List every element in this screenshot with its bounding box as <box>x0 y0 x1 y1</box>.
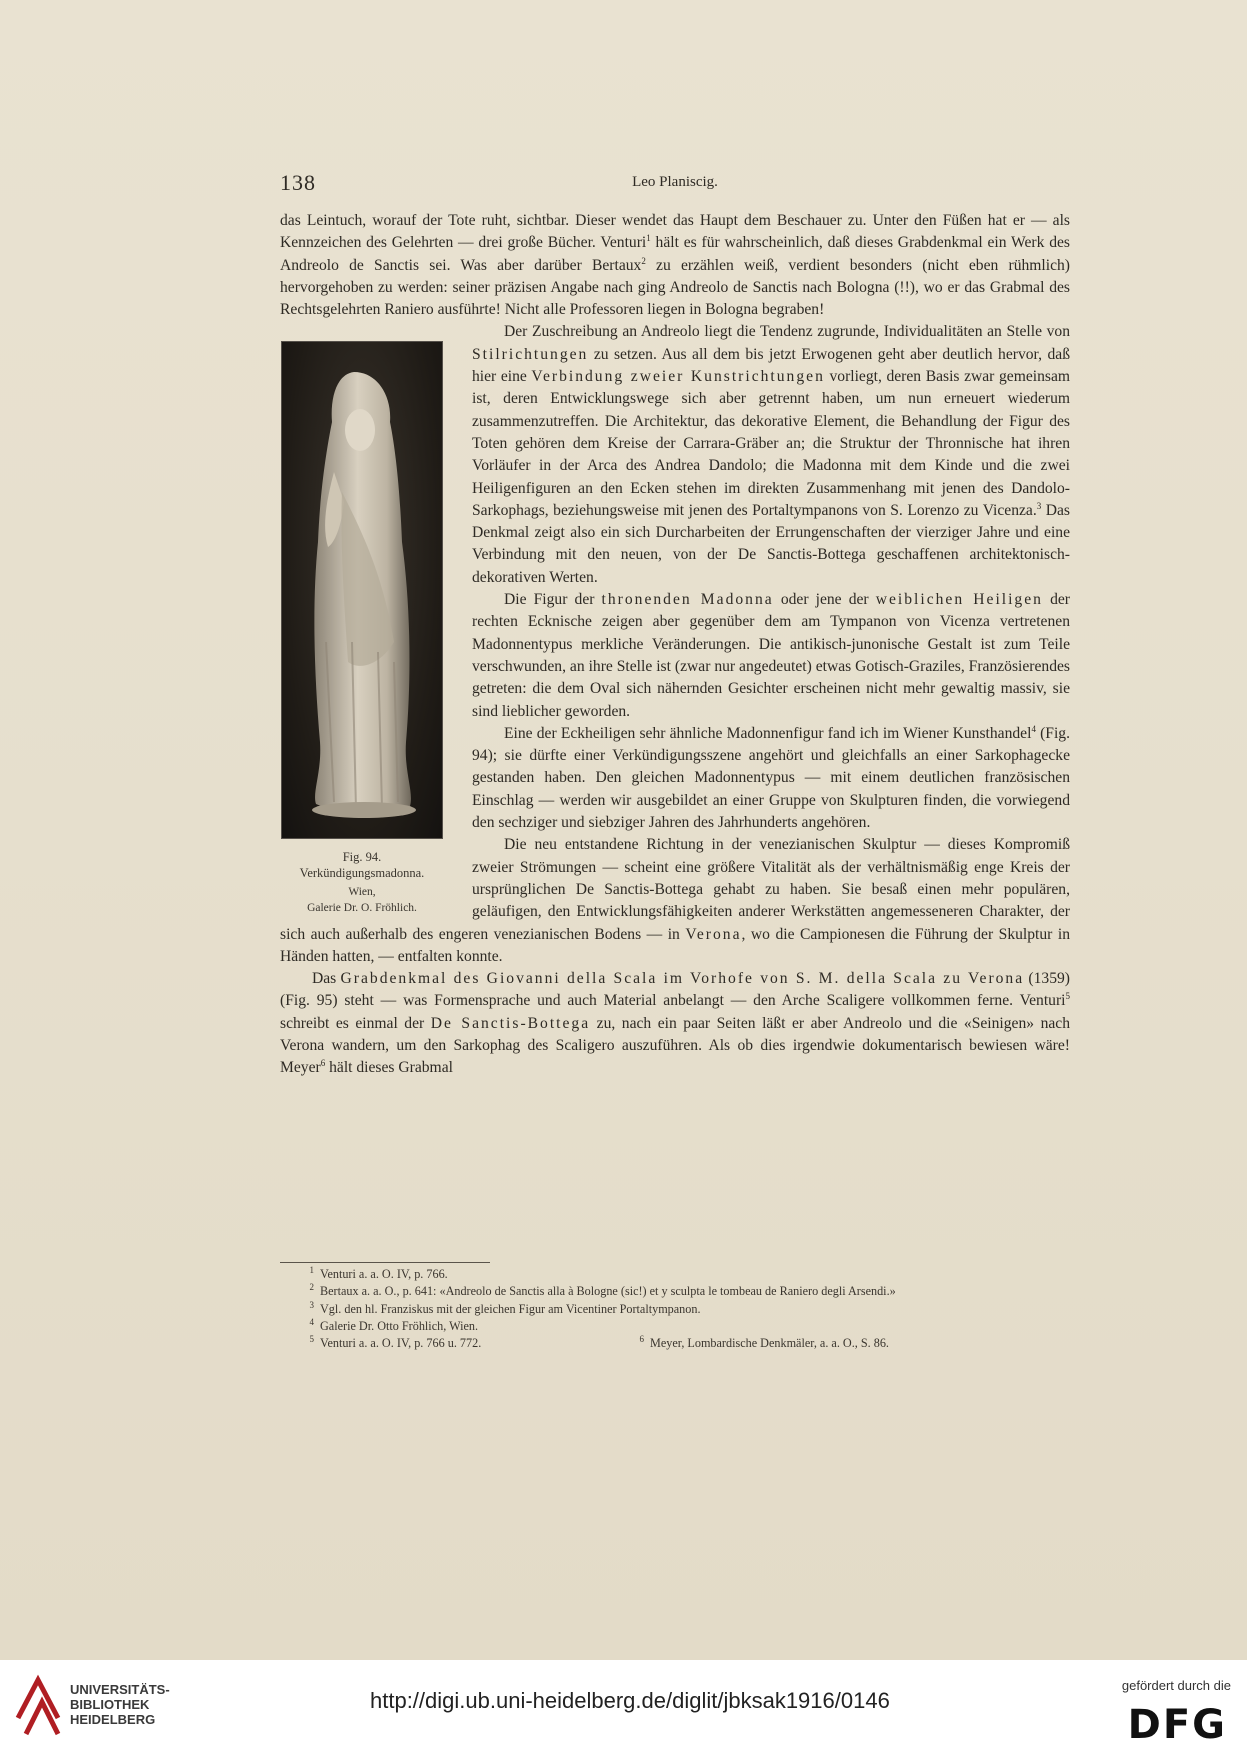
footnote-ref: 6 <box>320 1058 326 1069</box>
footnote-row <box>280 1335 1070 1352</box>
footnote-ref: 5 <box>1065 991 1070 1002</box>
footnote: $^5$ Venturi a. a. O. IV, p. 766 u. 772. <box>309 1334 482 1351</box>
ub-heidelberg-logo-icon <box>14 1674 62 1738</box>
paragraph: Die Figur der thronenden Madonna oder jene der weiblichen Heiligen der rechten Ecknische zeigen aber gegenüber dem am Tympanon von Vicenza vertretenen Madonnentypus merkliche Veränderungen. Die antikisch-junonische Gestalt ist zum Teile verschwunden, an ihre Stelle ist (zwar nur angedeutet) etwas Gotisch-Graziles, Französierendes getreten: die dem Oval sich nähernden Gesichter erscheinen nicht mehr gewaltig massiv, sie sind lieblicher geworden. <box>472 591 1070 720</box>
viewer-footer <box>0 1660 1247 1753</box>
figure-94 <box>274 321 450 916</box>
page-number: 138 <box>280 170 316 195</box>
figure-place: Wien, <box>348 886 376 899</box>
library-name: UNIVERSITÄTS- BIBLIOTHEK HEIDELBERG <box>70 1682 170 1727</box>
paragraph: das Leintuch, worauf der Tote ruht, sichtbar. Dieser wendet das Haupt dem Beschauer zu. Unter den Füßen hat er — als Kennzeichen des Gelehrten — drei große Bücher. Venturi$^1$ hält es für wahrscheinlich, daß dieses Grabdenkmal ein Werk des Andreolo de Sanctis sei. Was aber darüber Bertaux$^2$ zu erzählen weiß, verdient besonders (nicht eben rühmlich) hervorgehoben zu werden: seiner präzisen Angabe nach ging Andreolo de Sanctis nach Bologna (!!), wo er das Grabmal des Rechtsgelehrten Raniero ausführte! Nicht alle Professoren liegen in Bologna begraben! <box>280 212 1070 319</box>
footnotes <box>280 1266 1070 1352</box>
paragraph: Eine der Eckheiligen sehr ähnliche Madonnenfigur fand ich im Wiener Kunsthandel$^4$ (Fig. 94); sie dürfte einer Verkündigungsszene angehört und gleichfalls an einer Sarkophagecke gestanden haben. Den gleichen Madonnentypus — mit einem deutlichen französischen Einschlag — werden wir ausgebildet an einer Gruppe von Skulpturen finden, die vorwiegend den sechziger und siebziger Jahren des Jahrhunderts angehören. <box>472 723 1070 832</box>
footnote: $^4$ Galerie Dr. Otto Fröhlich, Wien. <box>309 1316 479 1333</box>
page-header <box>280 170 1070 200</box>
figure-title: Verkündigungsmadonna. <box>299 866 425 881</box>
footnote-ref: 3 <box>1036 500 1042 511</box>
footnote-ref: 2 <box>641 255 646 266</box>
footnote: $^6$ Meyer, Lombardische Denkmäler, a. a. O., S. 86. <box>639 1334 889 1351</box>
figure-caption <box>274 849 450 916</box>
paragraph: Die neu entstandene Richtung in der venezianischen Skulptur — dieses Kompromiß zweier Strömungen — scheint eine größere Vitalität als der verhältnismäßig enge Kreis der ursprünglichen De Sanctis-Bottega gehabt zu haben. Sie besaß einen mehr populären, geläufigen, den Entwicklungsfähigkeiten anderer Werkstätten angemesseneren Charakter, der sich auch außerhalb des engeren venezianischen Bodens — in Verona, wo die Campionesen die Führung der Skulptur in Händen hatten, — entfalten konnte. <box>280 836 1070 965</box>
footnote: $^2$ Bertaux a. a. O., p. 641: «Andreolo de Sanctis alla à Bologne (sic!) et y sculpta le tombeau de Raniero degli Arsendi.» <box>309 1282 896 1299</box>
funding-label: gefördert durch die <box>1121 1678 1231 1693</box>
running-head: Leo Planiscig. <box>632 174 718 190</box>
madonna-photo <box>281 341 443 839</box>
footnote: $^1$ Venturi a. a. O. IV, p. 766. <box>309 1264 448 1281</box>
footnote-ref: 4 <box>1031 723 1036 734</box>
footnote-divider <box>280 1262 490 1263</box>
figure-label: Fig. 94. <box>342 850 382 865</box>
paragraph: Das Grabdenkmal des Giovanni della Scala im Vorhofe von S. M. della Scala zu Verona (1359) (Fig. 95) steht — was Formensprache und auch Material anbelangt — den Arche Scaligere vollkommen ferne. Venturi$^5$ schreibt es einmal der De Sanctis-Bottega zu, nach ein paar Seiten läßt er aber Andreolo und die «Seinigen» nach Verona wandern, um den Sarkophag des Scaligero auszuführen. Als ob dies irgendwie dokumentarisch bewiesen wäre! Meyer$^6$ hält dieses Grabmal <box>280 970 1071 1077</box>
figure-owner: Galerie Dr. O. Fröhlich. <box>307 902 417 915</box>
permalink[interactable]: http://digi.ub.uni-heidelberg.de/diglit/jbksak1916/0146 <box>370 1688 890 1713</box>
footnote: $^3$ Vgl. den hl. Franziskus mit der gleichen Figur am Vicentiner Portaltympanon. <box>309 1299 701 1316</box>
footnote-ref: 1 <box>646 233 651 244</box>
statue-image <box>282 342 442 838</box>
paragraph: Der Zuschreibung an Andreolo liegt die Tendenz zugrunde, Individualitäten an Stelle von Stilrichtungen zu setzen. Aus all dem bis jetzt Erwogenen geht aber deutlich hervor, daß hier eine Verbindung zweier Kunstrichtungen vorliegt, deren Basis zwar gemeinsam ist, deren Entwicklungswege sich aber getrennt haben, um nun erneuert wiederum zusammenzutreffen. Die Architektur, das dekorative Element, die Behandlung der Figur des Toten gehören dem Kreise der Carrara-Gräber an; die Struktur der Thronnische hat ihren Vorläufer in der Arca des Andrea Dandolo; die Madonna mit dem Kinde und die zwei Heiligenfiguren an den Ecken stehen im direkten Zusammenhang mit jenen des Dandolo-Sarkophags, beziehungsweise mit jenen des Portaltympanons von S. Lorenzo zu Vicenza.$^3$ Das Denkmal zeigt also ein sich Durcharbeiten der Errungenschaften der vierziger Jahre und eine Verbindung mit den neuen, von der De Sanctis-Bottega geschaffenen architektonisch-dekorativen Werten. <box>472 323 1071 586</box>
main-text <box>280 210 1070 1080</box>
dfg-logo: DFG <box>1127 1702 1227 1748</box>
